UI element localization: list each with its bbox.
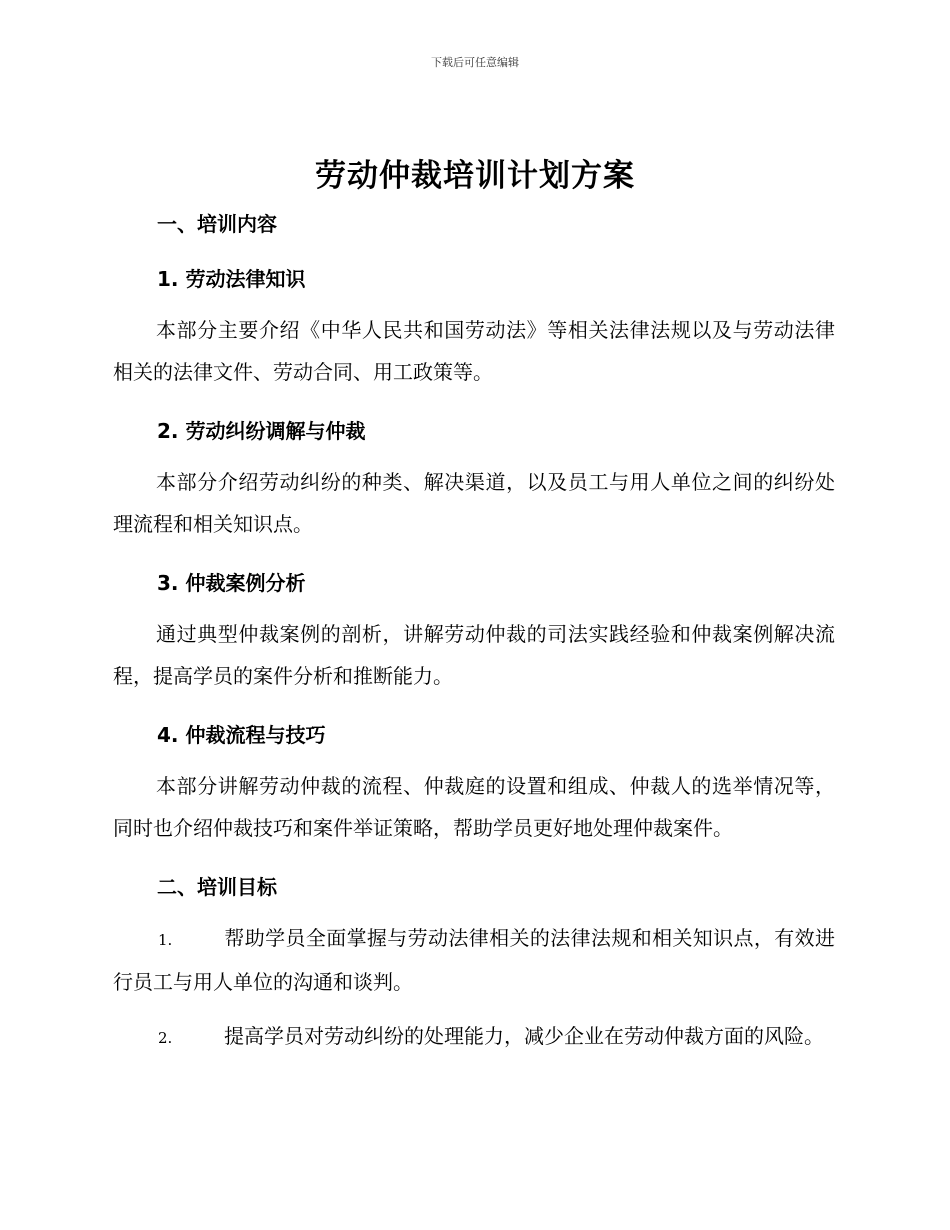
subsection-heading-case-analysis: 3. 仲裁案例分析 bbox=[157, 571, 306, 595]
paragraph-dispute-mediation: 本部分介绍劳动纠纷的种类、解决渠道，以及员工与用人单位之间的纠纷处理流程和相关知识点。 bbox=[113, 470, 835, 536]
goal-number: 1. bbox=[158, 931, 173, 949]
paragraph-case-analysis: 通过典型仲裁案例的剖析，讲解劳动仲裁的司法实践经验和仲裁案例解决流程，提高学员的案件分析和推断能力。 bbox=[113, 622, 835, 688]
paragraph-labor-law: 本部分主要介绍《中华人民共和国劳动法》等相关法律法规以及与劳动法律相关的法律文件、劳动合同、用工政策等。 bbox=[113, 318, 835, 384]
goal-number: 2. bbox=[158, 1029, 173, 1047]
subsection-heading-process-skills: 4. 仲裁流程与技巧 bbox=[157, 723, 326, 747]
subsection-heading-dispute-mediation: 2. 劳动纠纷调解与仲裁 bbox=[157, 419, 366, 443]
subsection-heading-labor-law: 1. 劳动法律知识 bbox=[157, 267, 306, 291]
page-header: 下载后可任意编辑 bbox=[431, 56, 519, 69]
goal-text: 帮助学员全面掌握与劳动法律相关的法律法规和相关知识点，有效进行员工与用人单位的沟通和谈判。 bbox=[113, 926, 835, 994]
document-title: 劳动仲裁培训计划方案 bbox=[315, 158, 635, 194]
paragraph-process-skills: 本部分讲解劳动仲裁的流程、仲裁庭的设置和组成、仲裁人的选举情况等，同时也介绍仲裁技巧和案件举证策略，帮助学员更好地处理仲裁案件。 bbox=[113, 774, 835, 840]
goal-item-2 bbox=[113, 1015, 835, 1059]
goal-item-1 bbox=[113, 917, 835, 1003]
section-heading-training-content: 一、培训内容 bbox=[157, 212, 277, 236]
goal-text: 提高学员对劳动纠纷的处理能力，减少企业在劳动仲裁方面的风险。 bbox=[224, 1024, 824, 1048]
section-heading-training-goals: 二、培训目标 bbox=[157, 875, 277, 899]
